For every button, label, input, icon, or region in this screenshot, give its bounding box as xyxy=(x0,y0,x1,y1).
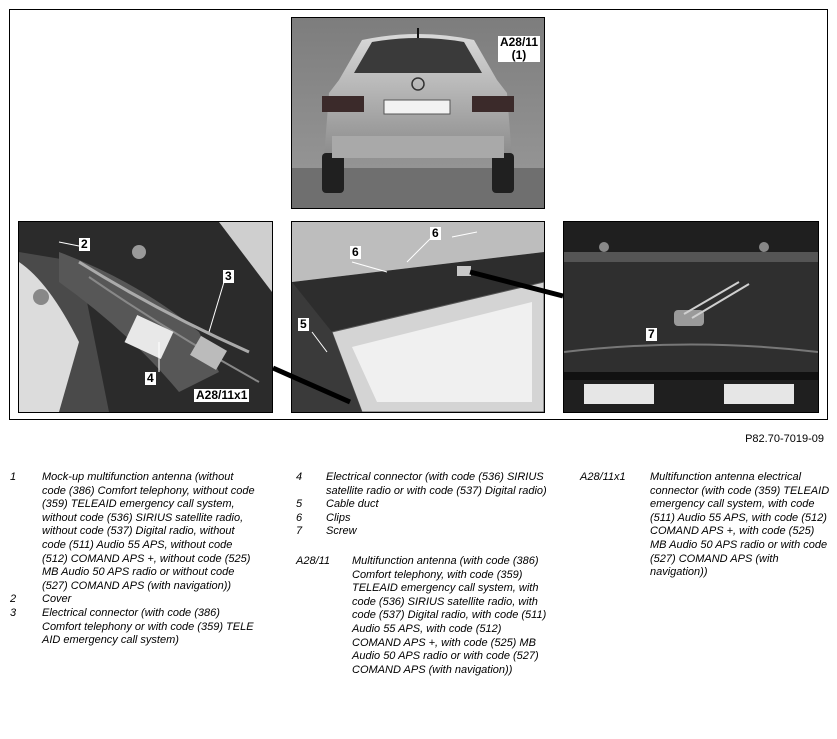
figure-reference: P82.70-7019-09 xyxy=(745,433,824,445)
photo-vehicle-rear xyxy=(291,17,545,209)
legend-key: 6 xyxy=(296,511,303,524)
callout-7: 7 xyxy=(648,327,655,341)
callout-2: 2 xyxy=(81,237,88,251)
legend-key: 3 xyxy=(10,606,17,619)
legend-item xyxy=(296,498,548,512)
legend-desc: Multifunction antenna (with code (386) Comfort telephony, with code (359) TELEAID emergency call system, with code (536) SIRIUS satellite radio, with code (537) Digital radio, with code (511) Audio 55 APS, with code (512) COMAND APS +, with code (525) MB Audio 50 APS radio or with code (527) COMAND APS (with navigation)) xyxy=(352,554,547,676)
legend-column-1 xyxy=(10,471,260,648)
legend-item xyxy=(580,471,830,580)
callout-antenna-index: (1) xyxy=(511,48,527,62)
legend-item xyxy=(296,555,548,677)
callout-6a: 6 xyxy=(352,245,359,259)
legend-key: 4 xyxy=(296,471,303,483)
legend-desc: Clips xyxy=(326,511,351,524)
callout-6b: 6 xyxy=(432,226,439,240)
photo-connector-area xyxy=(18,221,273,413)
legend-item xyxy=(10,471,260,593)
legend-desc: Electrical connector (with code (386) Comfort telephony or with code (359) TELE AID emergency call system) xyxy=(42,606,254,647)
legend-key: A28/11 xyxy=(296,554,331,567)
legend-desc: Cable duct xyxy=(326,498,379,511)
callout-4: 4 xyxy=(147,371,154,385)
legend-item xyxy=(10,593,260,607)
legend-key: 7 xyxy=(296,525,303,538)
callout-3: 3 xyxy=(225,269,232,283)
legend-desc: Screw xyxy=(326,525,357,538)
legend-item xyxy=(296,525,548,539)
callout-antenna xyxy=(498,36,540,62)
legend-key: 5 xyxy=(296,498,303,511)
legend-key: A28/11x1 xyxy=(580,471,626,483)
photo-headliner xyxy=(291,221,545,413)
photo-trunk-lid xyxy=(563,221,819,413)
legend-key: 1 xyxy=(10,471,17,483)
legend-item xyxy=(296,512,548,526)
legend-item xyxy=(10,607,260,648)
legend-desc: Electrical connector (with code (536) SIRIUS satellite radio or with code (537) Digital radio) xyxy=(326,471,547,497)
callout-connector: A28/11x1 xyxy=(196,388,248,402)
legend-item xyxy=(296,471,548,498)
legend-column-2 xyxy=(296,471,548,677)
callout-5: 5 xyxy=(300,317,307,331)
legend-desc: Mock-up multifunction antenna (without code (386) Comfort telephony, without code (359) TELEAID emergency call system, without code (536) SIRIUS satellite radio, without code (537) Digital radio, without code (511) Audio 55 APS, without code (512) COMAND APS +, without code (525) MB Audio 50 APS radio or without code (527) COMAND APS (with navigation)) xyxy=(42,471,255,592)
legend-desc: Multifunction antenna electrical connector (with code (359) TELEAID emergency call system, with code (511) Audio 55 APS, with code (512) COMAND APS +, with code (525) MB Audio 50 APS radio or with code (527) COMAND APS (with navigation)) xyxy=(650,471,830,579)
legend-column-3 xyxy=(580,471,830,580)
callout-antenna-label: A28/11 xyxy=(499,35,538,49)
legend-desc: Cover xyxy=(42,593,72,606)
legend-key: 2 xyxy=(10,593,17,606)
